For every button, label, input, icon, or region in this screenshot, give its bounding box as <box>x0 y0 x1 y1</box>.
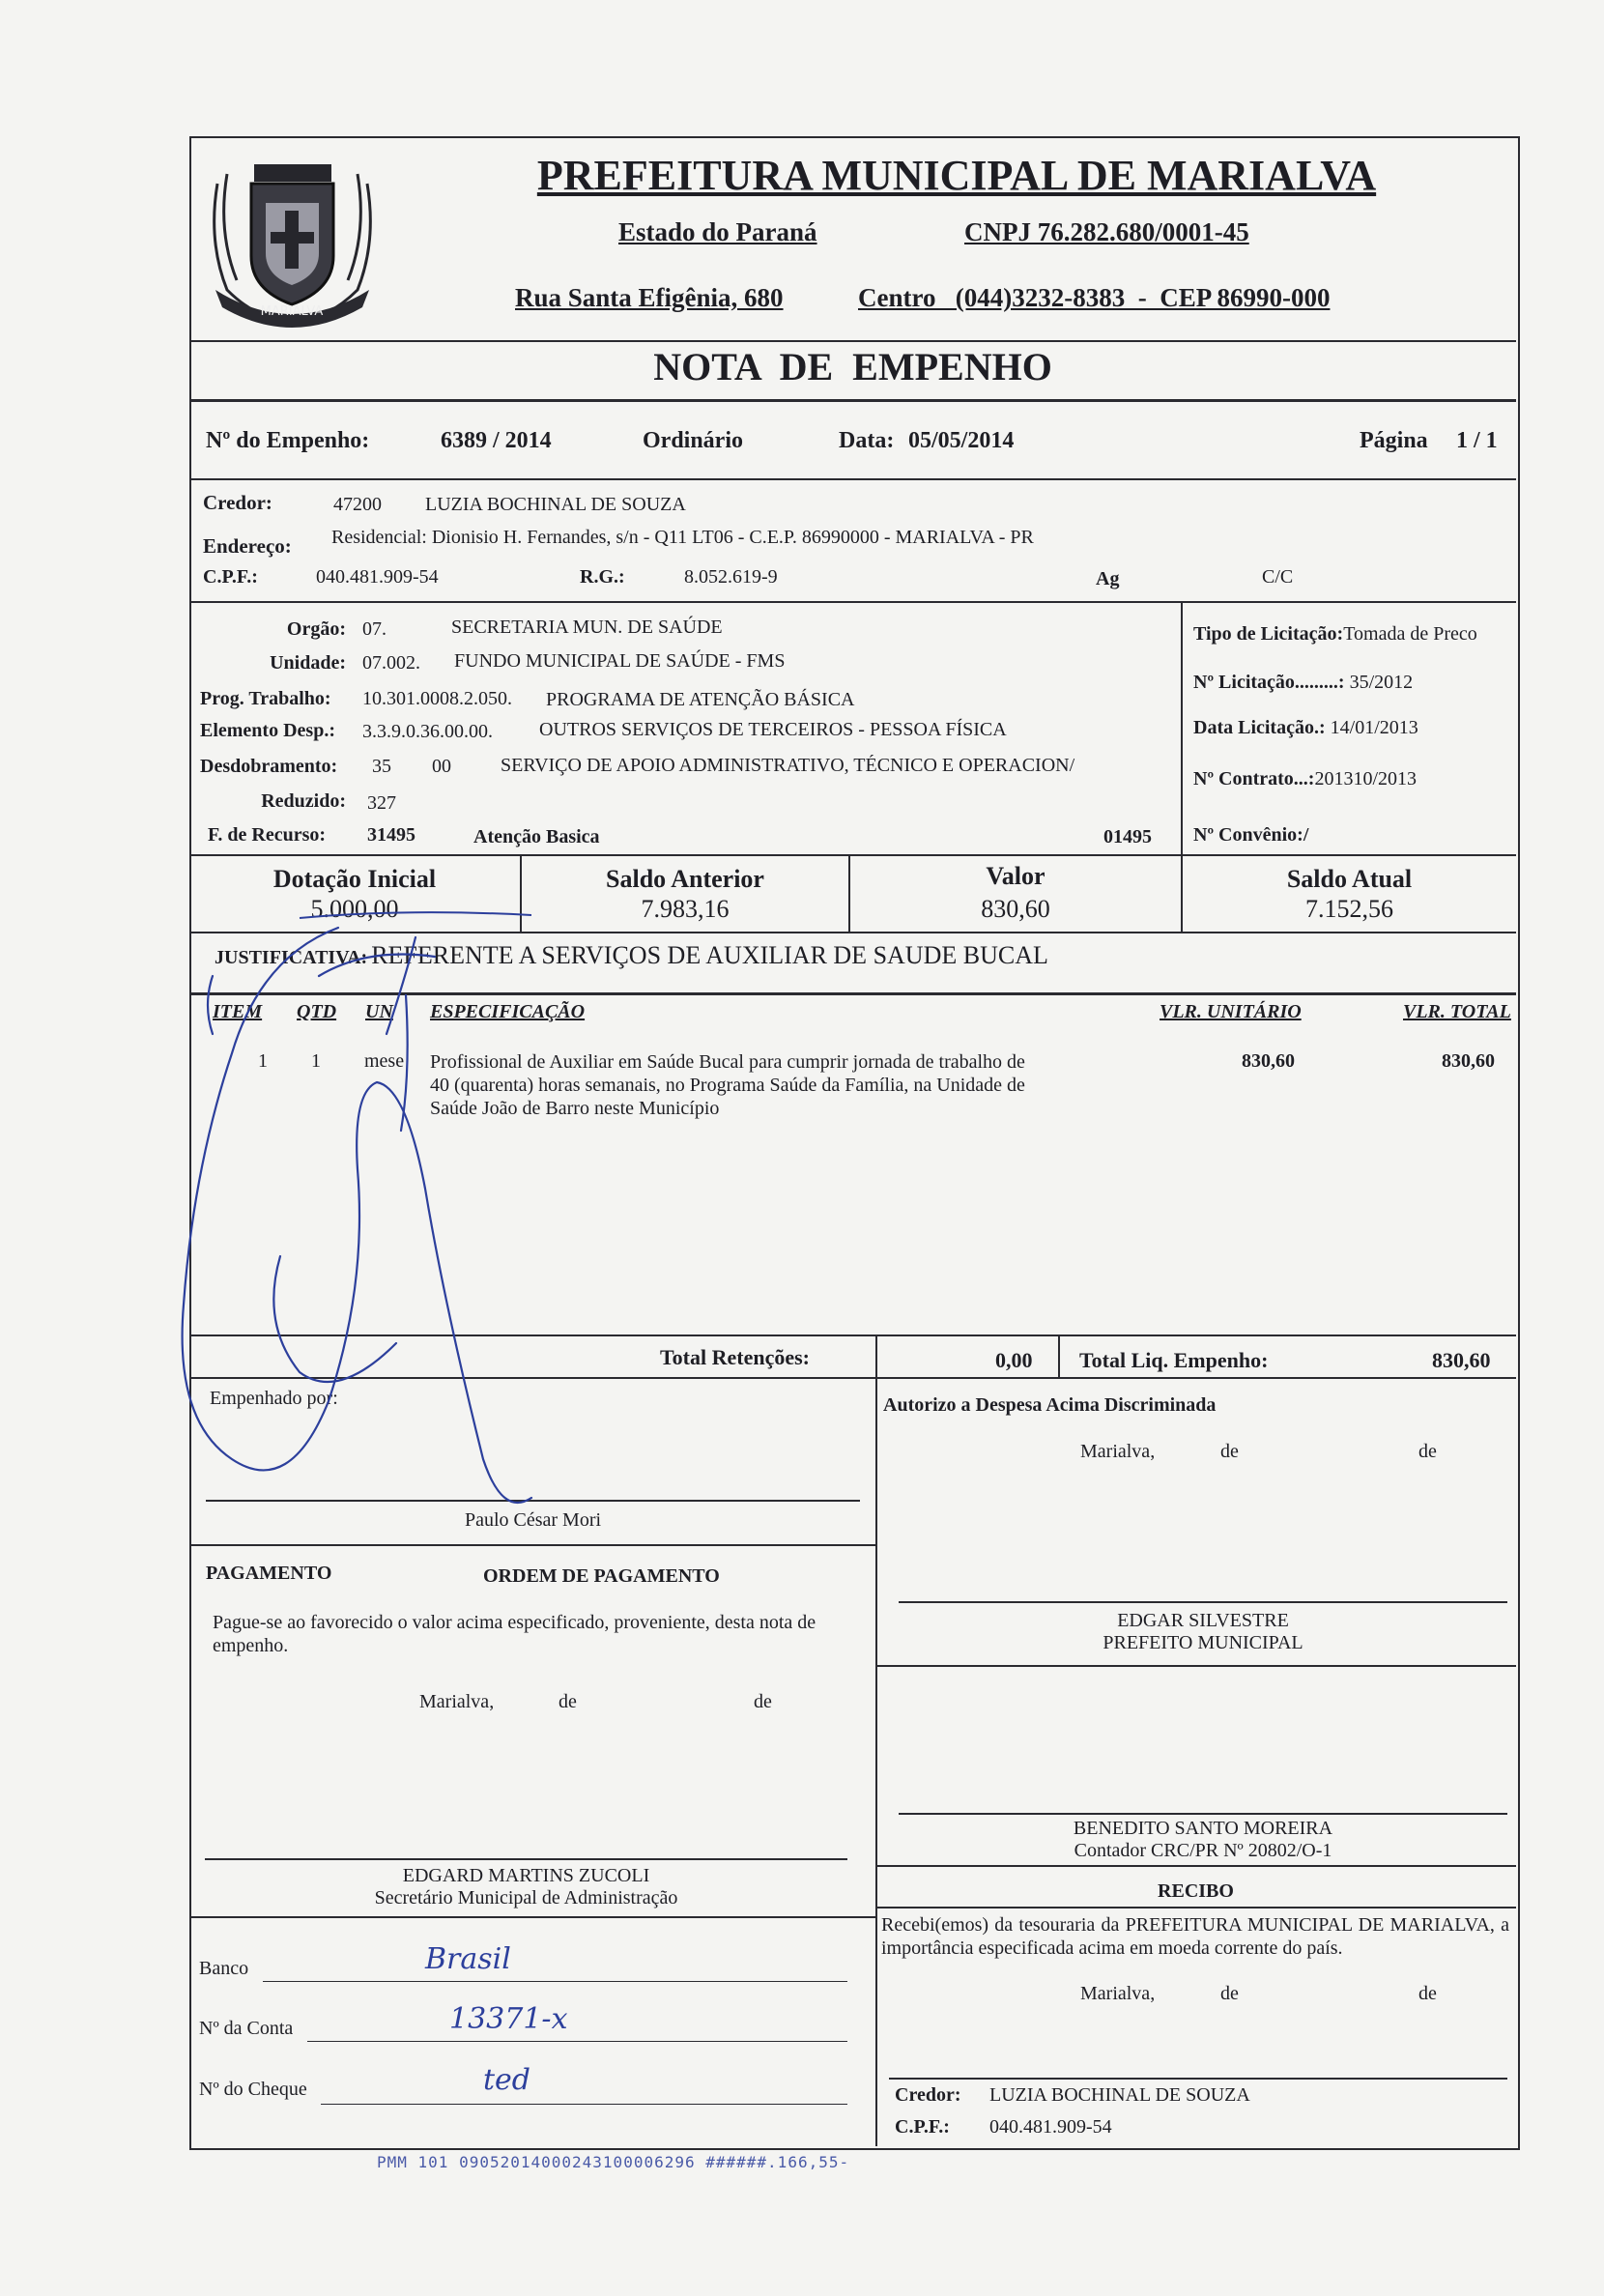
col-un: UN <box>365 1001 393 1022</box>
saldo-atual-label: Saldo Atual <box>1286 865 1413 893</box>
elemento-code: 3.3.9.0.36.00.00. <box>362 721 493 742</box>
item-number: 1 <box>258 1050 268 1072</box>
recibo-cpf-label: C.P.F.: <box>895 2116 950 2138</box>
cpf-value: 040.481.909-54 <box>316 566 439 588</box>
valor-label: Valor <box>986 862 1045 890</box>
numero-convenio-label: Nº Convênio:/ <box>1193 824 1309 846</box>
pagamento-local <box>419 1691 864 1713</box>
reduzido-label: Reduzido: <box>261 790 346 812</box>
pen-mark <box>290 904 541 933</box>
total-liquido-label: Total Liq. Empenho: <box>1079 1348 1269 1372</box>
estado-label: Estado do Paraná <box>618 217 817 246</box>
item-spec-line: 40 (quarenta) horas semanais, no Programa Saúde da Família, na Unidade de <box>430 1075 1025 1096</box>
cheque-label: Nº do Cheque <box>199 2079 307 2100</box>
recibo-texto: Recebi(emos) da tesouraria da PREFEITURA MUNICIPAL DE MARIALVA, a importância especificada acima em moeda corrente do país. <box>881 1914 1509 1959</box>
district-phone-cep: Centro (044)3232-8383 - CEP 86990-000 <box>858 283 1331 312</box>
cheque-value-handwritten: ted <box>483 2063 531 2097</box>
de-label: de <box>1418 1983 1437 2004</box>
col-qtd: QTD <box>297 1001 337 1022</box>
empenho-number: 6389 / 2014 <box>441 428 552 453</box>
autorizo-label: Autorizo a Despesa Acima Discriminada <box>883 1394 1217 1416</box>
unidade-name: FUNDO MUNICIPAL DE SAÚDE - FMS <box>454 650 786 672</box>
numero-licitacao-value: 35/2012 <box>1349 672 1414 693</box>
desdobramento-name: SERVIÇO DE APOIO ADMINISTRATIVO, TÉCNICO E OPERACION/ <box>501 755 1075 776</box>
desdobramento-b: 00 <box>432 756 451 777</box>
empenhado-por-name: Paulo César Mori <box>464 1509 602 1531</box>
item-total-price: 830,60 <box>1442 1050 1495 1072</box>
orgao-name: SECRETARIA MUN. DE SAÚDE <box>451 617 723 638</box>
elemento-name: OUTROS SERVIÇOS DE TERCEIROS - PESSOA FÍSICA <box>539 719 1007 740</box>
conta-value-handwritten: 13371-x <box>449 2002 568 2036</box>
ordem-pagamento-label: ORDEM DE PAGAMENTO <box>483 1565 720 1587</box>
de-label: de <box>754 1691 772 1712</box>
address-label: Rua Santa Efigênia, 680 <box>515 283 784 312</box>
item-spec-line: Profissional de Auxiliar em Saúde Bucal para cumprir jornada de trabalho de <box>430 1051 1025 1073</box>
conta-label: Nº da Conta <box>199 2018 294 2039</box>
total-retencoes-value: 0,00 <box>995 1348 1033 1372</box>
saldo-atual-value: 7.152,56 <box>1305 895 1393 923</box>
item-qtd: 1 <box>311 1050 321 1072</box>
fonte-recurso-code: 31495 <box>367 824 415 846</box>
cnpj-label: CNPJ 76.282.680/0001-45 <box>964 217 1249 246</box>
prog-trabalho-label: Prog. Trabalho: <box>200 688 331 709</box>
total-retencoes-label: Total Retenções: <box>660 1345 810 1369</box>
item-spec-line: Saúde João de Barro neste Município <box>430 1098 720 1119</box>
fonte-recurso-num: 01495 <box>1103 826 1152 847</box>
recibo-credor-value: LUZIA BOCHINAL DE SOUZA <box>989 2084 1250 2106</box>
orgao-code: 07. <box>362 618 387 640</box>
prefeito-name: EDGAR SILVESTRE <box>1117 1610 1289 1631</box>
recibo-title: RECIBO <box>1158 1880 1234 1902</box>
prog-trabalho-name: PROGRAMA DE ATENÇÃO BÁSICA <box>546 689 855 710</box>
page-number: 1 / 1 <box>1456 428 1498 453</box>
de-label: de <box>1418 1441 1437 1462</box>
dotacao-inicial-label: Dotação Inicial <box>272 865 437 893</box>
orgao-label: Orgão: <box>286 618 346 640</box>
local-label: Marialva, <box>1080 1983 1156 2004</box>
desdobramento-label: Desdobramento: <box>200 756 338 777</box>
page-label: Página <box>1360 428 1428 453</box>
svg-text:MARIALVA: MARIALVA <box>260 304 324 319</box>
justificativa-text: REFERENTE A SERVIÇOS DE AUXILIAR DE SAUDE BUCAL <box>371 941 1048 969</box>
empenhado-por-label: Empenhado por: <box>210 1388 338 1409</box>
autorizo-local <box>1080 1441 1525 1463</box>
credor-code: 47200 <box>333 494 382 515</box>
secretario-name: EDGARD MARTINS ZUCOLI <box>402 1865 650 1886</box>
de-label: de <box>559 1691 577 1712</box>
de-label: de <box>1220 1983 1239 2004</box>
conta-corrente-label: C/C <box>1262 566 1294 588</box>
item-unit-price: 830,60 <box>1242 1050 1295 1072</box>
tipo-licitacao <box>1193 623 1477 646</box>
unidade-label: Unidade: <box>270 652 346 674</box>
data-licitacao-value: 14/01/2013 <box>1330 717 1418 738</box>
unidade-code: 07.002. <box>362 652 420 674</box>
empenho-date-label: Data: <box>839 428 895 453</box>
numero-licitacao-label: Nº Licitação.........: <box>1193 672 1345 693</box>
fonte-recurso-label: F. de Recurso: <box>208 824 327 846</box>
valor-value: 830,60 <box>981 895 1050 923</box>
credor-name: LUZIA BOCHINAL DE SOUZA <box>425 494 686 515</box>
item-unit: mese <box>364 1050 405 1072</box>
total-liquido-value: 830,60 <box>1432 1348 1491 1372</box>
fonte-recurso-desc: Atenção Basica <box>473 826 600 847</box>
contador-name: BENEDITO SANTO MOREIRA <box>1073 1818 1333 1839</box>
cpf-label: C.P.F.: <box>203 566 258 588</box>
secretario-cargo: Secretário Municipal de Administração <box>374 1887 678 1909</box>
reduzido-value: 327 <box>367 792 396 814</box>
credor-label: Credor: <box>203 491 272 514</box>
empenho-type: Ordinário <box>643 428 744 453</box>
col-vlr-total: VLR. TOTAL <box>1403 1001 1511 1022</box>
prog-trabalho-code: 10.301.0008.2.050. <box>362 688 512 709</box>
document-title: NOTA DE EMPENHO <box>653 345 1052 388</box>
endereco-label: Endereço: <box>203 534 292 558</box>
de-label: de <box>1220 1441 1239 1462</box>
dotacao-inicial-value: 5.000,00 <box>310 895 399 923</box>
justificativa-label: JUSTIFICATIVA: <box>215 947 368 968</box>
recibo-local <box>1080 1983 1525 2005</box>
numero-contrato <box>1193 768 1417 790</box>
contador-cargo: Contador CRC/PR Nº 20802/O-1 <box>1074 1840 1332 1861</box>
recibo-credor-label: Credor: <box>895 2084 961 2106</box>
prefeito-cargo: PREFEITO MUNICIPAL <box>1103 1632 1303 1653</box>
agencia-label: Ag <box>1096 568 1120 589</box>
handwritten-signature <box>174 918 676 1536</box>
rg-value: 8.052.619-9 <box>684 566 778 588</box>
local-label: Marialva, <box>1080 1441 1156 1462</box>
banco-value-handwritten: Brasil <box>425 1942 511 1976</box>
municipal-crest-logo <box>198 145 387 338</box>
saldo-anterior-value: 7.983,16 <box>641 895 730 923</box>
recibo-cpf-value: 040.481.909-54 <box>989 2116 1112 2138</box>
saldo-anterior-label: Saldo Anterior <box>606 865 764 893</box>
data-licitacao-label: Data Licitação.: <box>1193 717 1326 738</box>
prefeitura-title: PREFEITURA MUNICIPAL DE MARIALVA <box>536 152 1377 199</box>
rg-label: R.G.: <box>580 566 625 588</box>
empenho-date: 05/05/2014 <box>908 428 1015 453</box>
col-especificacao: ESPECIFICAÇÃO <box>430 1001 586 1022</box>
numero-contrato-label: Nº Contrato...: <box>1193 768 1315 789</box>
numero-licitacao <box>1193 672 1413 694</box>
endereco-value: Residencial: Dionisio H. Fernandes, s/n - Q11 LT06 - C.E.P. 86990000 - MARIALVA - PR <box>331 527 1034 548</box>
empenho-number-label: Nº do Empenho: <box>206 428 370 453</box>
local-label: Marialva, <box>419 1691 495 1712</box>
pagamento-label: PAGAMENTO <box>206 1563 332 1584</box>
tipo-licitacao-value: Tomada de Preco <box>1343 623 1477 645</box>
tipo-licitacao-label: Tipo de Licitação: <box>1193 623 1344 645</box>
elemento-label: Elemento Desp.: <box>200 720 335 741</box>
data-licitacao <box>1193 717 1418 739</box>
numero-contrato-value: 201310/2013 <box>1314 768 1418 789</box>
col-item: ITEM <box>213 1001 263 1022</box>
desdobramento-a: 35 <box>372 756 391 777</box>
col-vlr-unitario: VLR. UNITÁRIO <box>1160 1001 1302 1022</box>
footer-stamp-code: PMM 101 09052014000243100006296 ######.166,55- <box>377 2153 850 2171</box>
pagamento-texto: Pague-se ao favorecido o valor acima especificado, proveniente, desta nota de empenho. <box>213 1612 816 1656</box>
banco-label: Banco <box>199 1958 249 1979</box>
